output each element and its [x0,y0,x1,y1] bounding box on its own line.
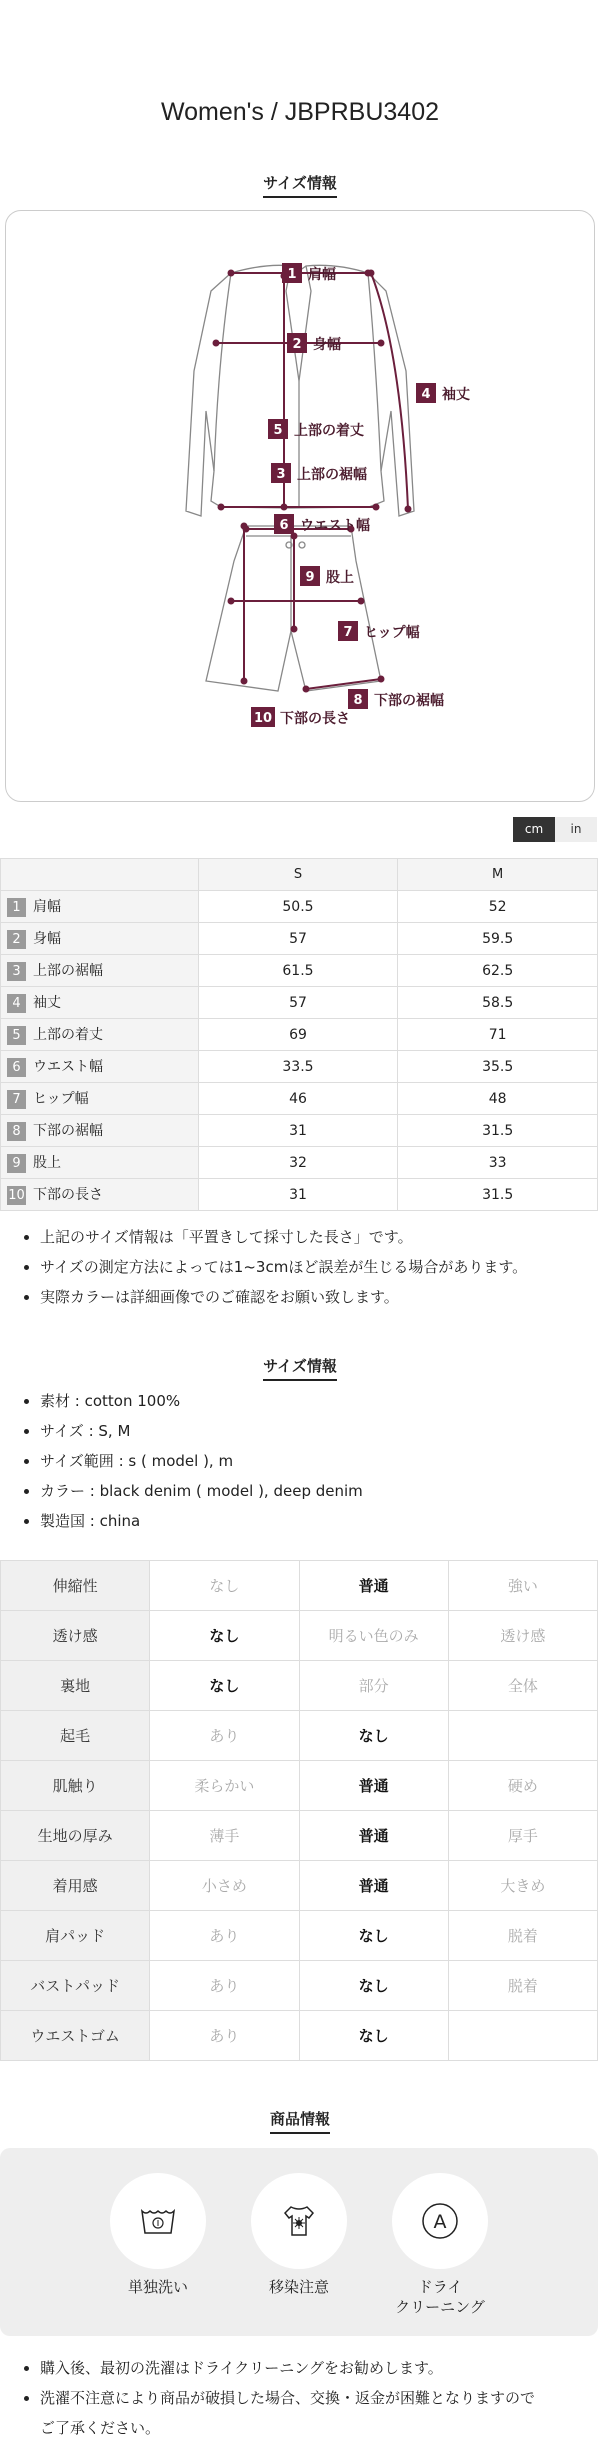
svg-text:2: 2 [292,337,302,352]
row-label-text: 下部の裾幅 [33,1123,103,1139]
size-table-header [1,859,598,891]
spec-item: • 素材 : cotton 100% [40,1386,363,1416]
material-option: 普通 [299,1761,448,1811]
label-3 [271,463,367,483]
material-option [448,2011,597,2061]
material-option: あり [150,1911,299,1961]
size-value: 58.5 [398,987,598,1019]
size-value: 57 [198,987,398,1019]
material-option: 全体 [448,1661,597,1711]
spec-heading: サイズ情報 [0,1355,600,1381]
row-label [1,955,199,987]
material-label: 生地の厚み [1,1811,150,1861]
note-item: • 購入後、最初の洗濯はドライクリーニングをお勧めします。 [40,2353,535,2383]
svg-text:6: 6 [279,518,289,533]
row-label [1,1115,199,1147]
svg-text:下部の長さ: 下部の長さ [280,711,350,727]
label-7 [338,621,420,641]
product-title: Women's / JBPRBU3402 [160,98,440,126]
column-header: M [398,859,598,891]
table-row [1,923,598,955]
material-option: あり [150,2011,299,2061]
material-option: 部分 [299,1661,448,1711]
svg-text:下部の裾幅: 下部の裾幅 [374,693,444,709]
size-value: 31 [198,1115,398,1147]
note-item: • 上記のサイズ情報は「平置きして採寸した長さ」です。 [40,1222,527,1252]
care-label: 移染注意 [268,2278,329,2296]
care-item [251,2173,347,2297]
material-row [1,1761,598,1811]
svg-text:ヒップ幅: ヒップ幅 [364,625,420,641]
hand-wash-icon [110,2173,206,2269]
table-row [1,1179,598,1211]
material-label: 裏地 [1,1661,150,1711]
row-label [1,891,199,923]
material-label: 起毛 [1,1711,150,1761]
row-label [1,923,199,955]
spec-item: • 製造国 : china [40,1506,363,1536]
material-option: 透け感 [448,1611,597,1661]
material-option: 硬め [448,1761,597,1811]
care-label-line: クリーニング [395,2298,485,2316]
material-option: 大きめ [448,1861,597,1911]
row-label-text: 袖丈 [33,995,61,1011]
svg-text:9: 9 [305,570,315,585]
row-number-badge: 6 [7,1058,26,1077]
size-info-heading: サイズ情報 [0,172,600,198]
size-value: 35.5 [398,1051,598,1083]
row-label [1,1019,199,1051]
label-2 [287,333,341,353]
material-option: 普通 [299,1561,448,1611]
svg-text:股上: 股上 [326,570,354,586]
row-label-text: 身幅 [33,931,61,947]
material-row [1,1811,598,1861]
material-option: なし [299,1711,448,1761]
size-diagram [5,210,595,802]
size-value: 62.5 [398,955,598,987]
material-label: 肌触り [1,1761,150,1811]
size-value: 71 [398,1019,598,1051]
material-option: 小さめ [150,1861,299,1911]
row-number-badge: 5 [7,1026,26,1045]
material-row [1,1711,598,1761]
svg-text:肩幅: 肩幅 [308,267,336,283]
material-option: あり [150,1961,299,2011]
table-row [1,1147,598,1179]
material-option: なし [299,1961,448,2011]
material-option: 普通 [299,1811,448,1861]
size-value: 33 [398,1147,598,1179]
material-option: あり [150,1711,299,1761]
row-number-badge: 9 [7,1154,26,1173]
table-row [1,987,598,1019]
material-option: なし [299,1911,448,1961]
table-row [1,1115,598,1147]
unit-cm-button[interactable]: cm [513,817,555,842]
material-option [448,1711,597,1761]
garment-diagram-svg [6,211,596,803]
row-number-badge: 8 [7,1122,26,1141]
table-row [1,955,598,987]
svg-text:1: 1 [287,267,297,282]
size-value: 31 [198,1179,398,1211]
label-4 [416,383,470,403]
material-label: 肩パッド [1,1911,150,1961]
table-row [1,1019,598,1051]
label-10 [251,707,350,727]
size-value: 31.5 [398,1179,598,1211]
label-6 [274,514,370,534]
row-number-badge: 4 [7,994,26,1013]
dry-clean-icon [392,2173,488,2269]
row-label-text: ヒップ幅 [33,1091,89,1107]
spec-item: • サイズ範囲 : s ( model ), m [40,1446,363,1476]
note-item: • 洗濯不注意により商品が破損した場合、交換・返金が困難となりますので [40,2383,535,2413]
size-value: 33.5 [198,1051,398,1083]
unit-in-button[interactable]: in [555,817,597,842]
material-label: 着用感 [1,1861,150,1911]
material-option: 明るい色のみ [299,1611,448,1661]
care-panel [0,2148,598,2336]
row-number-badge: 1 [7,898,26,917]
material-row [1,1861,598,1911]
material-row [1,1561,598,1611]
label-9 [300,566,354,586]
tshirt-dye-icon [251,2173,347,2269]
material-option: なし [150,1561,299,1611]
material-row [1,2011,598,2061]
note-item: • サイズの測定方法によっては1~3cmほど誤差が生じる場合があります。 [40,1252,527,1282]
product-info-heading: 商品情報 [0,2108,600,2134]
size-value: 59.5 [398,923,598,955]
svg-text:A: A [433,2211,447,2233]
row-number-badge: 10 [8,1188,25,1203]
care-notes [40,2353,535,2443]
column-header: S [198,859,398,891]
size-value: 48 [398,1083,598,1115]
spec-list [40,1386,363,1536]
material-option: 柔らかい [150,1761,299,1811]
row-number-badge: 7 [7,1090,26,1109]
svg-text:袖丈: 袖丈 [442,387,470,403]
material-option: なし [299,2011,448,2061]
material-label: 透け感 [1,1611,150,1661]
note-item: ご了承ください。 [40,2419,161,2437]
svg-text:10: 10 [253,711,273,726]
material-option: なし [150,1611,299,1661]
size-value: 52 [398,891,598,923]
table-row [1,1083,598,1115]
care-label-line: ドライ [417,2278,463,2296]
svg-text:ウエスト幅: ウエスト幅 [300,518,370,534]
size-value: 57 [198,923,398,955]
row-label-text: 肩幅 [33,899,61,915]
size-value: 32 [198,1147,398,1179]
material-option: 薄手 [150,1811,299,1861]
label-8 [348,689,444,709]
material-option: 脱着 [448,1961,597,2011]
material-label: 伸縮性 [1,1561,150,1611]
spec-item: • カラー : black denim ( model ), deep denim [40,1476,363,1506]
row-label-text: 上部の着丈 [33,1027,103,1043]
size-notes [40,1222,527,1312]
material-row [1,1961,598,2011]
size-value: 69 [198,1019,398,1051]
spec-item: • サイズ : S, M [40,1416,363,1446]
care-item [110,2173,206,2297]
row-label-text: 股上 [33,1155,61,1171]
material-option: 脱着 [448,1911,597,1961]
size-value: 61.5 [198,955,398,987]
care-item [392,2173,488,2317]
size-value: 46 [198,1083,398,1115]
table-row [1,891,598,923]
size-value: 31.5 [398,1115,598,1147]
svg-text:7: 7 [343,625,353,640]
material-label: ウエストゴム [1,2011,150,2061]
svg-text:4: 4 [421,387,431,402]
row-number-badge: 3 [7,962,26,981]
svg-text:5: 5 [273,423,283,438]
note-item: • 実際カラーは詳細画像でのご確認をお願い致します。 [40,1282,527,1312]
row-label [1,1147,199,1179]
material-label: バストパッド [1,1961,150,2011]
svg-text:上部の裾幅: 上部の裾幅 [297,467,367,483]
svg-text:3: 3 [276,467,286,482]
row-label-text: 下部の長さ [33,1187,103,1203]
svg-text:8: 8 [353,693,363,708]
row-label [1,987,199,1019]
row-label [1,1179,199,1211]
row-label-text: ウエスト幅 [33,1059,103,1075]
material-row [1,1611,598,1661]
care-label [392,2277,488,2317]
row-label-text: 上部の裾幅 [33,963,103,979]
material-option: 普通 [299,1861,448,1911]
svg-text:上部の着丈: 上部の着丈 [294,423,364,439]
material-option: なし [150,1661,299,1711]
size-value: 50.5 [198,891,398,923]
material-option: 強い [448,1561,597,1611]
table-row [1,1051,598,1083]
material-table [0,1560,598,2061]
size-table [0,858,598,1211]
svg-text:身幅: 身幅 [313,337,341,353]
row-number-badge: 2 [7,930,26,949]
care-label: 単独洗い [127,2278,188,2296]
row-label [1,1051,199,1083]
material-option: 厚手 [448,1811,597,1861]
label-5 [268,419,364,439]
unit-toggle [513,817,598,842]
row-label [1,1083,199,1115]
material-row [1,1661,598,1711]
material-row [1,1911,598,1961]
